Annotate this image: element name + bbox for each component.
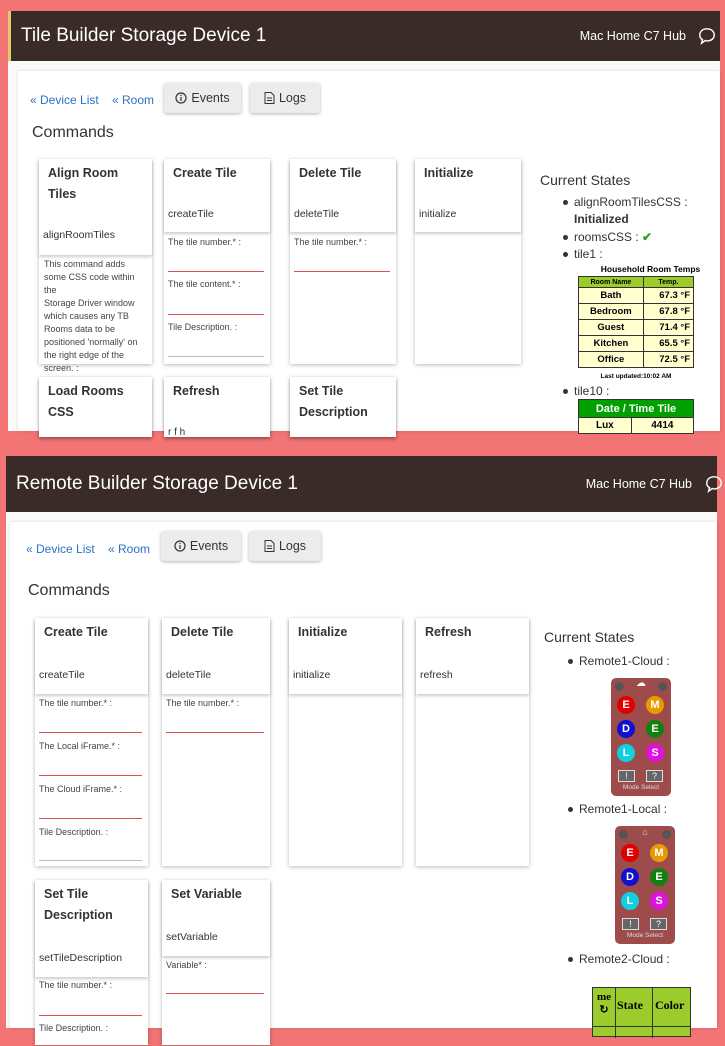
commands-heading: Commands (32, 124, 114, 141)
state-tile1: tile1 : (563, 247, 603, 261)
param-label: Tile Description. : (39, 1023, 109, 1033)
room-link[interactable]: « Room (108, 542, 151, 556)
param-label: Tile Description. : (39, 827, 109, 837)
command-card-create-tile (164, 159, 270, 364)
param-label: Tile Description. : (168, 322, 238, 332)
param-input[interactable] (39, 860, 142, 861)
command-card-load-rooms-css (39, 377, 152, 437)
remote-key-question[interactable]: ? (650, 918, 667, 930)
chat-icon[interactable] (705, 475, 723, 493)
state-remote1-cloud: Remote1-Cloud : (568, 654, 670, 668)
command-card-initialize (289, 618, 402, 866)
device-title: Remote Builder Storage Device 1 (16, 473, 298, 494)
device-list-link[interactable]: « Device List (30, 93, 99, 107)
delete-tile-button[interactable] (162, 618, 270, 694)
remote-key-exclaim[interactable]: ! (622, 918, 639, 930)
card-title: Load Rooms CSS (48, 384, 124, 419)
device-title: Tile Builder Storage Device 1 (21, 25, 267, 46)
load-rooms-css-button[interactable] (39, 377, 152, 437)
param-label: The tile content.* : (168, 279, 241, 289)
align-room-tiles-button[interactable] (39, 159, 152, 255)
delete-tile-button[interactable] (290, 159, 396, 232)
card-title: Set Variable (171, 887, 242, 901)
commands-heading: Commands (28, 582, 110, 599)
param-input[interactable] (168, 314, 264, 315)
remote1-local-graphic[interactable] (615, 826, 675, 944)
param-input[interactable] (39, 775, 142, 776)
header-accent (8, 11, 11, 61)
command-card-set-tile-description (35, 880, 148, 1045)
param-input[interactable] (168, 356, 264, 357)
checkmark-icon: ✔ (642, 230, 653, 244)
remote-builder-pane (6, 456, 717, 1033)
remote-button-e[interactable]: E (621, 844, 639, 862)
top-body (8, 61, 720, 438)
refresh-button[interactable] (416, 618, 529, 694)
command-card-delete-tile (162, 618, 270, 866)
logs-button[interactable] (249, 531, 321, 561)
logs-label: Logs (278, 539, 307, 553)
hub-name[interactable]: Mac Home C7 Hub (585, 477, 692, 491)
card-title: Set Tile Description (299, 384, 368, 419)
card-method: refresh (420, 669, 453, 681)
remote2-cloud-table (592, 987, 691, 1037)
tile10-date-time-table: Date / Time Tile Lux 4414 (578, 399, 694, 434)
remote-button-l[interactable]: L (621, 892, 639, 910)
top-header (8, 11, 720, 61)
param-label: Variable* : (166, 960, 207, 970)
tile1-caption: Household Room Temps (600, 264, 701, 274)
command-card-refresh (416, 618, 529, 866)
card-title: Refresh (173, 384, 220, 398)
events-label: Events (191, 91, 230, 105)
card-method: createTile (39, 669, 85, 681)
card-title: Delete Tile (171, 625, 234, 639)
card-method: setTileDescription (39, 952, 123, 964)
param-input[interactable] (39, 818, 142, 819)
document-icon (264, 540, 275, 552)
remote-key-exclaim[interactable]: ! (618, 770, 635, 782)
remote-key-question[interactable]: ? (646, 770, 663, 782)
card-method: deleteTile (294, 208, 340, 220)
remote-button-s[interactable]: S (646, 744, 664, 762)
card-method: deleteTile (166, 669, 212, 681)
mode-select-label: Mode Select (622, 784, 660, 791)
tile-builder-pane (8, 11, 720, 438)
events-label: Events (189, 539, 229, 553)
param-input[interactable] (166, 732, 264, 733)
param-input[interactable] (39, 732, 142, 733)
command-card-set-variable (162, 880, 270, 1045)
logs-button[interactable] (250, 83, 320, 113)
remote-button-e2[interactable]: E (650, 868, 668, 886)
bottom-device-panel (10, 522, 717, 1033)
param-label: The tile number.* : (39, 980, 113, 990)
remote-button-s[interactable]: S (650, 892, 668, 910)
bottom-header (6, 456, 717, 512)
card-description: This command adds some CSS code within the Storage Driver window which causes any TB Rooms data to be positioned 'normally' on the right edge of the screen. : (44, 259, 138, 373)
create-tile-button[interactable] (35, 618, 148, 694)
tile1-room-temps-table: Room Name Temp. Bath 67.3 °F Bedroom 67.8 °F Guest 71.4 °F Kitchen 65.5 °F Office 72.5 °F (578, 276, 694, 368)
state-tile10: tile10 : (563, 384, 609, 398)
remote-button-d[interactable]: D (621, 868, 639, 886)
remote-button-e[interactable]: E (617, 696, 635, 714)
remote1-cloud-graphic[interactable] (611, 678, 671, 796)
set-tile-description-button[interactable] (290, 377, 396, 437)
param-label: The Cloud iFrame.* : (39, 784, 123, 794)
remote-button-d[interactable]: D (617, 720, 635, 738)
card-title: Refresh (425, 625, 472, 639)
hub-name[interactable]: Mac Home C7 Hub (579, 29, 686, 43)
refresh-button[interactable] (164, 377, 270, 437)
info-icon (175, 92, 187, 104)
info-icon (174, 540, 186, 552)
set-variable-button[interactable] (162, 880, 270, 956)
remote-button-e2[interactable]: E (646, 720, 664, 738)
table-header-name: me ↻ (596, 991, 612, 1016)
command-card-delete-tile (290, 159, 396, 364)
card-method: alignRoomTiles (43, 229, 115, 241)
command-card-refresh (164, 377, 270, 437)
param-label: The tile number.* : (294, 237, 368, 247)
state-rooms-css: roomsCSS : ✔ (563, 230, 652, 244)
param-label: The tile number.* : (166, 698, 240, 708)
card-method: initialize (293, 669, 331, 681)
card-title: Set Tile Description (44, 887, 113, 922)
initialize-button[interactable] (289, 618, 402, 694)
card-method: r f h (168, 427, 186, 438)
remote-button-m[interactable]: M (646, 696, 664, 714)
param-label: The Local iFrame.* : (39, 741, 121, 751)
remote-button-l[interactable]: L (617, 744, 635, 762)
device-list-link[interactable]: « Device List (26, 542, 95, 556)
param-input[interactable] (294, 271, 390, 272)
card-title: Create Tile (173, 166, 237, 180)
card-method: createTile (168, 208, 214, 220)
state-remote2-cloud: Remote2-Cloud : (568, 952, 670, 966)
top-device-panel (18, 71, 720, 438)
cloud-icon: ☁ (636, 678, 646, 689)
card-title: Initialize (298, 625, 348, 639)
command-card-set-tile-description (290, 377, 396, 437)
param-label: The tile number.* : (39, 698, 113, 708)
param-input[interactable] (39, 1015, 142, 1016)
card-method: setVariable (166, 931, 218, 943)
param-input[interactable] (166, 993, 264, 994)
bottom-body (6, 512, 717, 1033)
param-label: The tile number.* : (168, 237, 242, 247)
room-link[interactable]: « Room (112, 93, 155, 107)
card-title: Align Room Tiles (48, 166, 119, 201)
card-title: Create Tile (44, 625, 108, 639)
command-card-create-tile (35, 618, 148, 866)
tile1-last-updated: Last updated:10:02 AM (600, 373, 672, 380)
chat-icon[interactable] (698, 27, 716, 45)
home-icon: ⌂ (642, 827, 648, 837)
set-tile-description-button[interactable] (35, 880, 148, 977)
card-title: Delete Tile (299, 166, 362, 180)
current-states-heading: Current States (540, 172, 631, 188)
create-tile-button[interactable] (164, 159, 270, 232)
events-button[interactable] (164, 83, 241, 113)
mode-select-label: Mode Select (626, 932, 664, 939)
events-button[interactable] (161, 531, 241, 561)
state-remote1-local: Remote1-Local : (568, 802, 667, 816)
card-title: Initialize (424, 166, 474, 180)
param-input[interactable] (168, 271, 264, 272)
card-method: initialize (419, 208, 457, 220)
remote-button-m[interactable]: M (650, 844, 668, 862)
current-states-heading: Current States (544, 629, 635, 645)
command-card-initialize (415, 159, 521, 364)
document-icon (264, 92, 275, 104)
state-value-initialized: Initialized (574, 212, 629, 226)
state-align-room-tiles-css: alignRoomTilesCSS : (563, 195, 688, 209)
logs-label: Logs (278, 91, 307, 105)
table-header-color: Color (655, 998, 685, 1012)
initialize-button[interactable] (415, 159, 521, 232)
table-header-state: State (617, 998, 643, 1012)
command-card-align-room-tiles (39, 159, 152, 373)
